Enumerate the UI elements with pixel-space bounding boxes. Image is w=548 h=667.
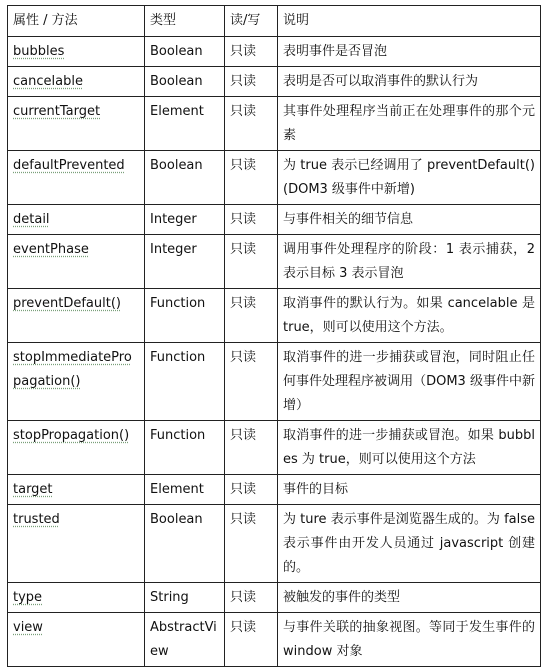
property-access: 只读 xyxy=(225,97,278,151)
property-type: String xyxy=(145,583,225,613)
property-access: 只读 xyxy=(225,67,278,97)
property-name xyxy=(8,67,145,97)
property-name xyxy=(8,37,145,67)
property-type: Integer xyxy=(145,235,225,289)
property-type: AbstractView xyxy=(145,613,225,667)
property-name-text: target xyxy=(13,482,53,497)
table-row xyxy=(8,289,541,343)
property-name xyxy=(8,343,145,421)
property-access: 只读 xyxy=(225,289,278,343)
table-row xyxy=(8,205,541,235)
property-description: 被触发的事件的类型 xyxy=(278,583,541,613)
table-row xyxy=(8,343,541,421)
property-name xyxy=(8,151,145,205)
property-description: 调用事件处理程序的阶段：1 表示捕获，2 表示目标 3 表示冒泡 xyxy=(278,235,541,289)
property-type: Integer xyxy=(145,205,225,235)
property-name xyxy=(8,613,145,667)
property-access: 只读 xyxy=(225,475,278,505)
table-row xyxy=(8,421,541,475)
property-name-text: stopPropagation() xyxy=(13,428,130,443)
property-type: Function xyxy=(145,289,225,343)
property-type: Boolean xyxy=(145,67,225,97)
property-name-text: trusted xyxy=(13,512,60,527)
property-type: Boolean xyxy=(145,151,225,205)
property-access: 只读 xyxy=(225,421,278,475)
property-access: 只读 xyxy=(225,151,278,205)
property-access: 只读 xyxy=(225,37,278,67)
table-row xyxy=(8,235,541,289)
property-type: Boolean xyxy=(145,37,225,67)
property-name xyxy=(8,205,145,235)
property-description: 与事件关联的抽象视图。等同于发生事件的 window 对象 xyxy=(278,613,541,667)
property-description: 与事件相关的细节信息 xyxy=(278,205,541,235)
property-type: Function xyxy=(145,343,225,421)
property-description: 事件的目标 xyxy=(278,475,541,505)
property-name-text: currentTarget xyxy=(13,104,101,119)
property-name xyxy=(8,235,145,289)
property-description: 为 ture 表示事件是浏览器生成的。为 false 表示事件由开发人员通过 javascript 创建的。 xyxy=(278,505,541,583)
table-row xyxy=(8,151,541,205)
property-access: 只读 xyxy=(225,235,278,289)
property-type: Element xyxy=(145,97,225,151)
header-read-write: 读/写 xyxy=(225,6,278,37)
property-name-text: detail xyxy=(13,212,50,227)
property-name-text: stopImmediatePropagation() xyxy=(13,350,132,389)
property-name-text: preventDefault() xyxy=(13,296,121,311)
event-properties-table xyxy=(7,5,541,667)
header-description: 说明 xyxy=(278,6,541,37)
header-type: 类型 xyxy=(145,6,225,37)
table-row xyxy=(8,583,541,613)
property-description: 取消事件的默认行为。如果 cancelable 是 true，则可以使用这个方法。 xyxy=(278,289,541,343)
property-name-text: cancelable xyxy=(13,74,83,89)
event-properties-table-wrapper xyxy=(7,5,541,667)
property-description: 表明事件是否冒泡 xyxy=(278,37,541,67)
table-row xyxy=(8,97,541,151)
table-row xyxy=(8,67,541,97)
table-row xyxy=(8,37,541,67)
table-row xyxy=(8,613,541,667)
property-name xyxy=(8,505,145,583)
property-access: 只读 xyxy=(225,613,278,667)
property-description: 其事件处理程序当前正在处理事件的那个元素 xyxy=(278,97,541,151)
property-type: Boolean xyxy=(145,505,225,583)
property-description: 表明是否可以取消事件的默认行为 xyxy=(278,67,541,97)
property-description: 取消事件的进一步捕获或冒泡，同时阻止任何事件处理程序被调用（DOM3 级事件中新增） xyxy=(278,343,541,421)
property-access: 只读 xyxy=(225,343,278,421)
property-description: 取消事件的进一步捕获或冒泡。如果 bubbles 为 true，则可以使用这个方法 xyxy=(278,421,541,475)
property-name-text: bubbles xyxy=(13,44,65,59)
property-name-text: view xyxy=(13,620,43,635)
property-access: 只读 xyxy=(225,205,278,235)
header-row xyxy=(8,6,541,37)
header-property: 属性 / 方法 xyxy=(8,6,145,37)
property-name-text: eventPhase xyxy=(13,242,89,257)
table-body xyxy=(8,37,541,667)
property-name-text: type xyxy=(13,590,43,605)
property-type: Element xyxy=(145,475,225,505)
property-name xyxy=(8,289,145,343)
property-access: 只读 xyxy=(225,505,278,583)
property-name xyxy=(8,97,145,151)
property-name xyxy=(8,583,145,613)
property-name xyxy=(8,475,145,505)
property-description: 为 true 表示已经调用了 preventDefault()(DOM3 级事件中新增) xyxy=(278,151,541,205)
table-row xyxy=(8,475,541,505)
property-name-text: defaultPrevented xyxy=(13,158,125,173)
property-access: 只读 xyxy=(225,583,278,613)
property-name xyxy=(8,421,145,475)
property-type: Function xyxy=(145,421,225,475)
table-row xyxy=(8,505,541,583)
